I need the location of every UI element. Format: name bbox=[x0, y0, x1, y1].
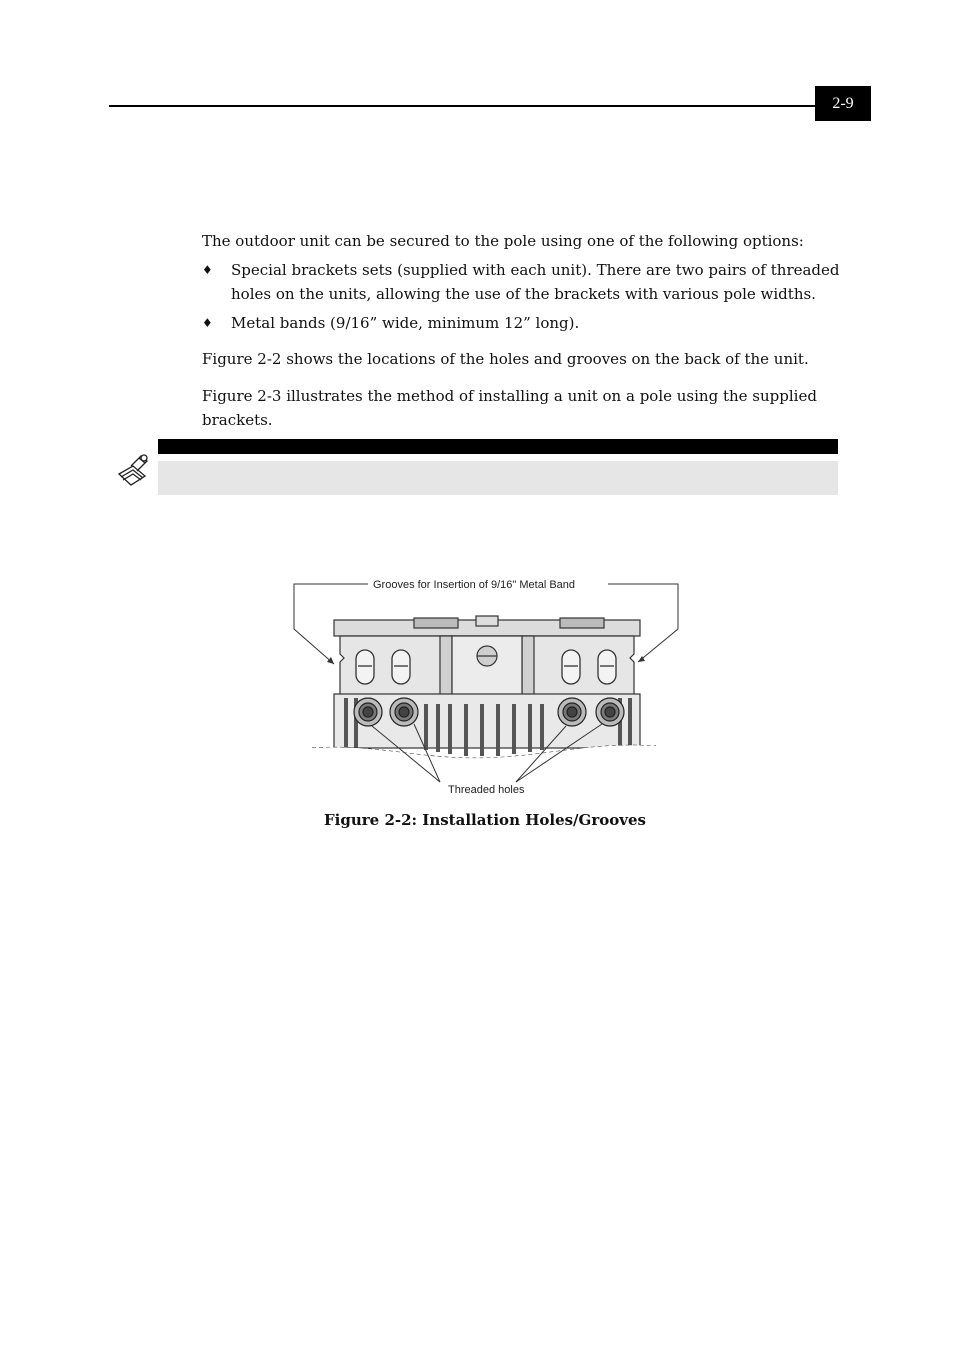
note-box bbox=[158, 461, 838, 495]
unit-body bbox=[334, 616, 640, 748]
installation-holes-figure bbox=[290, 574, 682, 800]
diamond-bullet-icon: ♦ bbox=[202, 263, 213, 277]
bullet-item bbox=[202, 258, 854, 306]
diamond-bullet-icon: ♦ bbox=[202, 316, 213, 330]
header-rule bbox=[109, 105, 817, 107]
note-header-bar bbox=[158, 439, 838, 454]
bullet-text: Metal bands (9/16” wide, minimum 12” long). bbox=[231, 314, 580, 332]
grooves-label: Grooves for Insertion of 9/16" Metal Band bbox=[373, 579, 576, 591]
threaded-holes-label: Threaded holes bbox=[448, 784, 525, 796]
bullet-item bbox=[202, 311, 854, 335]
figure-2-3-paragraph: Figure 2-3 illustrates the method of installing a unit on a pole using the supplied brackets. bbox=[202, 387, 817, 429]
page-number: 2-9 bbox=[815, 86, 871, 121]
figure-2-2-paragraph: Figure 2-2 shows the locations of the holes and grooves on the back of the unit. bbox=[202, 350, 809, 368]
bullet-text: Special brackets sets (supplied with each unit). There are two pairs of threaded holes on the units, allowing the use of the brackets with various pole widths. bbox=[231, 261, 840, 303]
arrow-head-icon bbox=[327, 657, 334, 664]
figure-caption: Figure 2-2: Installation Holes/Grooves bbox=[324, 811, 646, 829]
intro-paragraph: The outdoor unit can be secured to the pole using one of the following options: bbox=[202, 232, 804, 250]
note-pad-icon bbox=[115, 452, 153, 490]
